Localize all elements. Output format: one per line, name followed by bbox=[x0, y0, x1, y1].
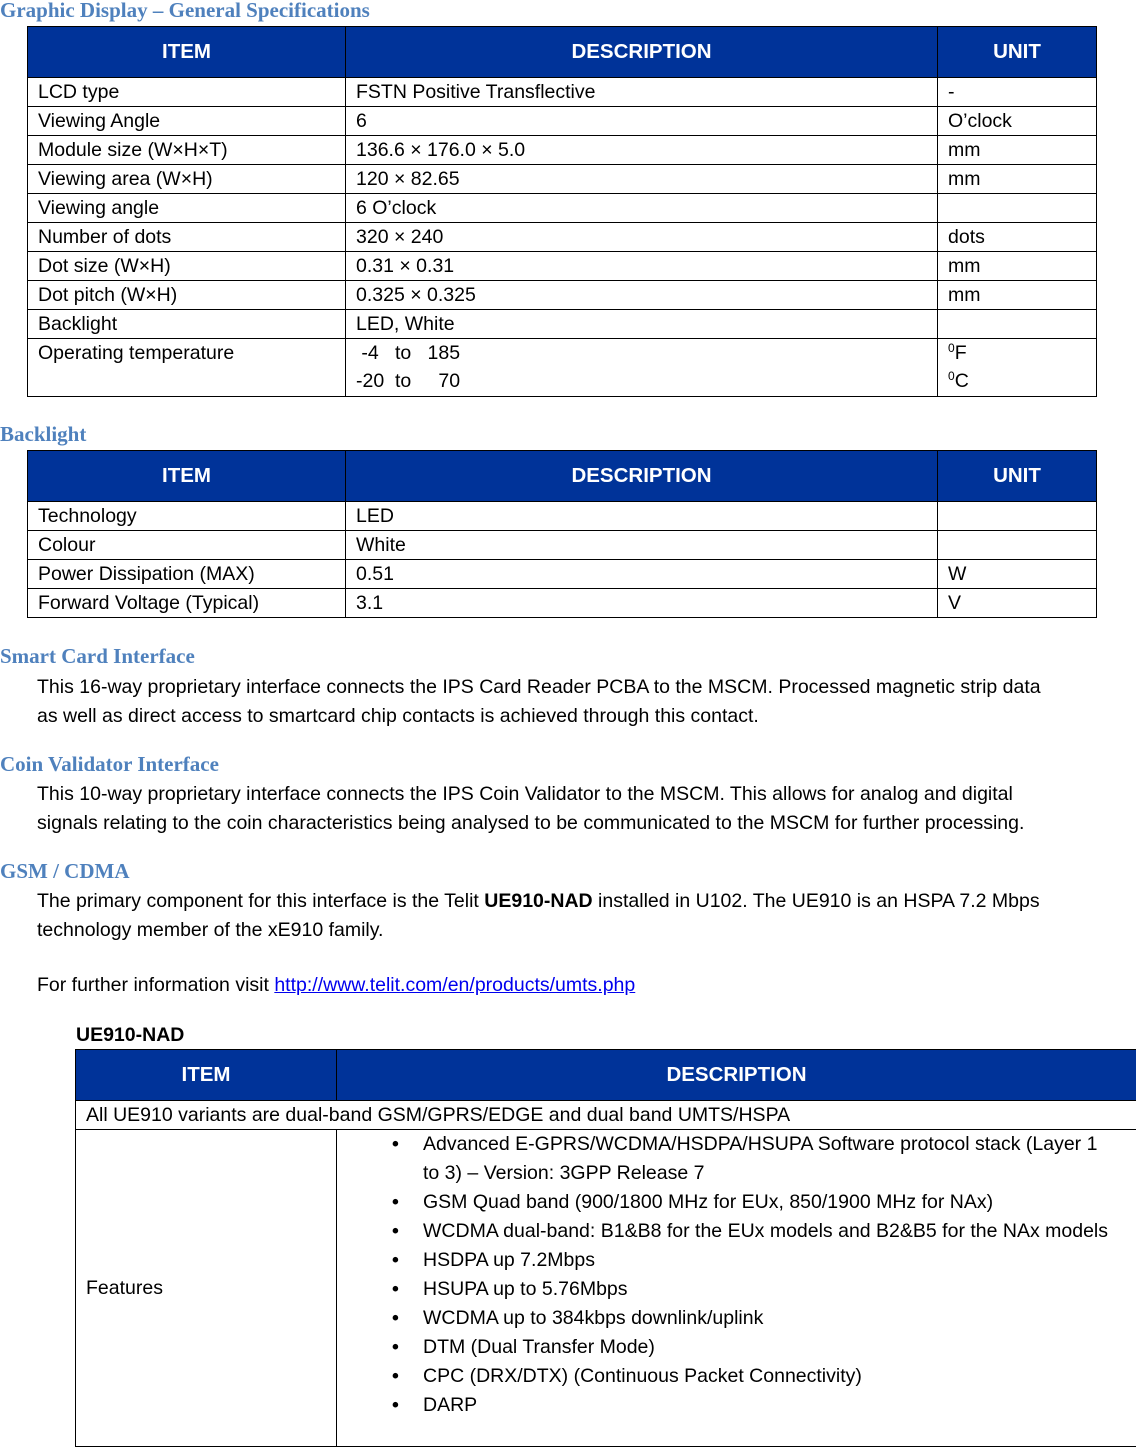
cell-unit: mm bbox=[938, 136, 1097, 165]
cell-description: 3.1 bbox=[346, 589, 938, 618]
cell-unit: - bbox=[938, 78, 1097, 107]
table-row-operating-temperature bbox=[28, 339, 1097, 397]
cell-item: LCD type bbox=[28, 78, 346, 107]
table-row-variants bbox=[76, 1101, 1136, 1130]
gsm-text-line-2: technology member of the xE910 family. bbox=[37, 919, 384, 941]
cell-item: Dot pitch (W×H) bbox=[28, 281, 346, 310]
unit-celsius: C bbox=[954, 370, 969, 392]
telit-products-link[interactable]: http://www.telit.com/en/products/umts.php bbox=[274, 974, 636, 996]
table-header-row bbox=[28, 27, 1097, 78]
cell-description bbox=[346, 339, 938, 397]
cell-description: 320 × 240 bbox=[346, 223, 938, 252]
cell-unit: O’clock bbox=[938, 107, 1097, 136]
cell-description: LED bbox=[346, 502, 938, 531]
ue910-table bbox=[75, 1049, 1136, 1447]
cell-description: LED, White bbox=[346, 310, 938, 339]
feature-list-item: • DARP bbox=[337, 1391, 1116, 1420]
table-row bbox=[28, 165, 1097, 194]
feature-list-item: • Advanced E-GPRS/WCDMA/HSDPA/HSUPA Software protocol stack (Layer 1 to 3) – Version: 3GPP Release 7 bbox=[337, 1130, 1116, 1188]
table-row-features bbox=[76, 1130, 1136, 1447]
cell-description: FSTN Positive Transflective bbox=[346, 78, 938, 107]
cell-item: Forward Voltage (Typical) bbox=[28, 589, 346, 618]
graphic-display-heading: Graphic Display – General Specifications bbox=[0, 0, 370, 22]
degree-sup: 0 bbox=[948, 369, 955, 383]
cell-unit: dots bbox=[938, 223, 1097, 252]
feature-list-item: • DTM (Dual Transfer Mode) bbox=[337, 1333, 1116, 1362]
cell-description: 0.51 bbox=[346, 560, 938, 589]
table-row bbox=[28, 252, 1097, 281]
table-row bbox=[28, 502, 1097, 531]
table-row bbox=[28, 194, 1097, 223]
cell-description: 0.31 × 0.31 bbox=[346, 252, 938, 281]
backlight-table bbox=[27, 450, 1097, 618]
table-row bbox=[28, 310, 1097, 339]
cell-unit bbox=[938, 531, 1097, 560]
header-item: ITEM bbox=[28, 27, 346, 78]
smart-card-line-2: as well as direct access to smartcard chip contacts is achieved through this contact. bbox=[37, 705, 759, 727]
gsm-further-info bbox=[37, 971, 1127, 1000]
header-unit: UNIT bbox=[938, 451, 1097, 502]
header-description: DESCRIPTION bbox=[337, 1050, 1136, 1101]
coin-validator-line-2: signals relating to the coin characteristics being analysed to be communicated to the MSCM for further processing. bbox=[37, 812, 1025, 834]
cell-unit bbox=[938, 194, 1097, 223]
feature-list-item: • HSDPA up 7.2Mbps bbox=[337, 1246, 1116, 1275]
gsm-text-post: installed in U102. The UE910 is an HSPA 7.2 Mbps bbox=[592, 890, 1040, 912]
temp-range-celsius: -20 to 70 bbox=[356, 370, 461, 392]
cell-variants-note: All UE910 variants are dual-band GSM/GPRS/EDGE and dual band UMTS/HSPA bbox=[76, 1101, 1136, 1130]
cell-item: Number of dots bbox=[28, 223, 346, 252]
cell-description: 6 O’clock bbox=[346, 194, 938, 223]
feature-list-item: • HSUPA up to 5.76Mbps bbox=[337, 1275, 1116, 1304]
table-row bbox=[28, 78, 1097, 107]
cell-unit: mm bbox=[938, 165, 1097, 194]
cell-description: 0.325 × 0.325 bbox=[346, 281, 938, 310]
smart-card-line-1: This 16-way proprietary interface connects the IPS Card Reader PCBA to the MSCM. Processed magnetic strip data bbox=[37, 676, 1041, 698]
further-info-label: For further information visit bbox=[37, 974, 275, 996]
header-description: DESCRIPTION bbox=[346, 27, 938, 78]
temp-range-fahrenheit: -4 to 185 bbox=[356, 342, 461, 364]
feature-list-item: • WCDMA dual-band: B1&B8 for the EUx models and B2&B5 for the NAx models bbox=[337, 1217, 1116, 1246]
unit-fahrenheit: F bbox=[954, 342, 967, 364]
cell-item: Viewing angle bbox=[28, 194, 346, 223]
cell-features-label: Features bbox=[76, 1130, 337, 1447]
feature-list-item: • CPC (DRX/DTX) (Continuous Packet Connectivity) bbox=[337, 1362, 1116, 1391]
smart-card-heading: Smart Card Interface bbox=[0, 644, 195, 668]
cell-item: Backlight bbox=[28, 310, 346, 339]
ue910-table-title: UE910-NAD bbox=[76, 1024, 185, 1046]
cell-item: Colour bbox=[28, 531, 346, 560]
table-header-row bbox=[28, 451, 1097, 502]
table-row bbox=[28, 531, 1097, 560]
gsm-module-name: UE910-NAD bbox=[484, 890, 593, 912]
cell-item: Technology bbox=[28, 502, 346, 531]
table-row bbox=[28, 223, 1097, 252]
backlight-heading: Backlight bbox=[0, 422, 87, 446]
table-row bbox=[28, 107, 1097, 136]
cell-unit bbox=[938, 310, 1097, 339]
gsm-description bbox=[37, 887, 1127, 945]
gsm-text-pre: The primary component for this interface is the Telit bbox=[37, 890, 485, 912]
smart-card-description bbox=[37, 673, 1127, 731]
cell-features-list bbox=[337, 1130, 1136, 1447]
degree-sup: 0 bbox=[948, 341, 955, 355]
table-row bbox=[28, 560, 1097, 589]
cell-description: White bbox=[346, 531, 938, 560]
cell-description: 120 × 82.65 bbox=[346, 165, 938, 194]
table-row bbox=[28, 136, 1097, 165]
cell-item: Power Dissipation (MAX) bbox=[28, 560, 346, 589]
features-list bbox=[337, 1130, 1116, 1420]
gsm-cdma-heading: GSM / CDMA bbox=[0, 859, 130, 883]
cell-item: Viewing Angle bbox=[28, 107, 346, 136]
cell-unit bbox=[938, 339, 1097, 397]
table-row bbox=[28, 281, 1097, 310]
coin-validator-line-1: This 10-way proprietary interface connects the IPS Coin Validator to the MSCM. This allows for analog and digital bbox=[37, 783, 1013, 805]
feature-list-item: • GSM Quad band (900/1800 MHz for EUx, 850/1900 MHz for NAx) bbox=[337, 1188, 1116, 1217]
cell-unit bbox=[938, 502, 1097, 531]
table-row bbox=[28, 589, 1097, 618]
coin-validator-description bbox=[37, 780, 1127, 838]
header-unit: UNIT bbox=[938, 27, 1097, 78]
graphic-display-table bbox=[27, 26, 1097, 397]
header-description: DESCRIPTION bbox=[346, 451, 938, 502]
header-item: ITEM bbox=[28, 451, 346, 502]
cell-unit: mm bbox=[938, 281, 1097, 310]
table-header-row bbox=[76, 1050, 1136, 1101]
cell-item: Module size (W×H×T) bbox=[28, 136, 346, 165]
feature-list-item: • WCDMA up to 384kbps downlink/uplink bbox=[337, 1304, 1116, 1333]
cell-item: Operating temperature bbox=[28, 339, 346, 397]
coin-validator-heading: Coin Validator Interface bbox=[0, 752, 219, 776]
cell-item: Viewing area (W×H) bbox=[28, 165, 346, 194]
cell-description: 6 bbox=[346, 107, 938, 136]
cell-description: 136.6 × 176.0 × 5.0 bbox=[346, 136, 938, 165]
cell-item: Dot size (W×H) bbox=[28, 252, 346, 281]
cell-unit: mm bbox=[938, 252, 1097, 281]
cell-unit: W bbox=[938, 560, 1097, 589]
header-item: ITEM bbox=[76, 1050, 337, 1101]
cell-unit: V bbox=[938, 589, 1097, 618]
